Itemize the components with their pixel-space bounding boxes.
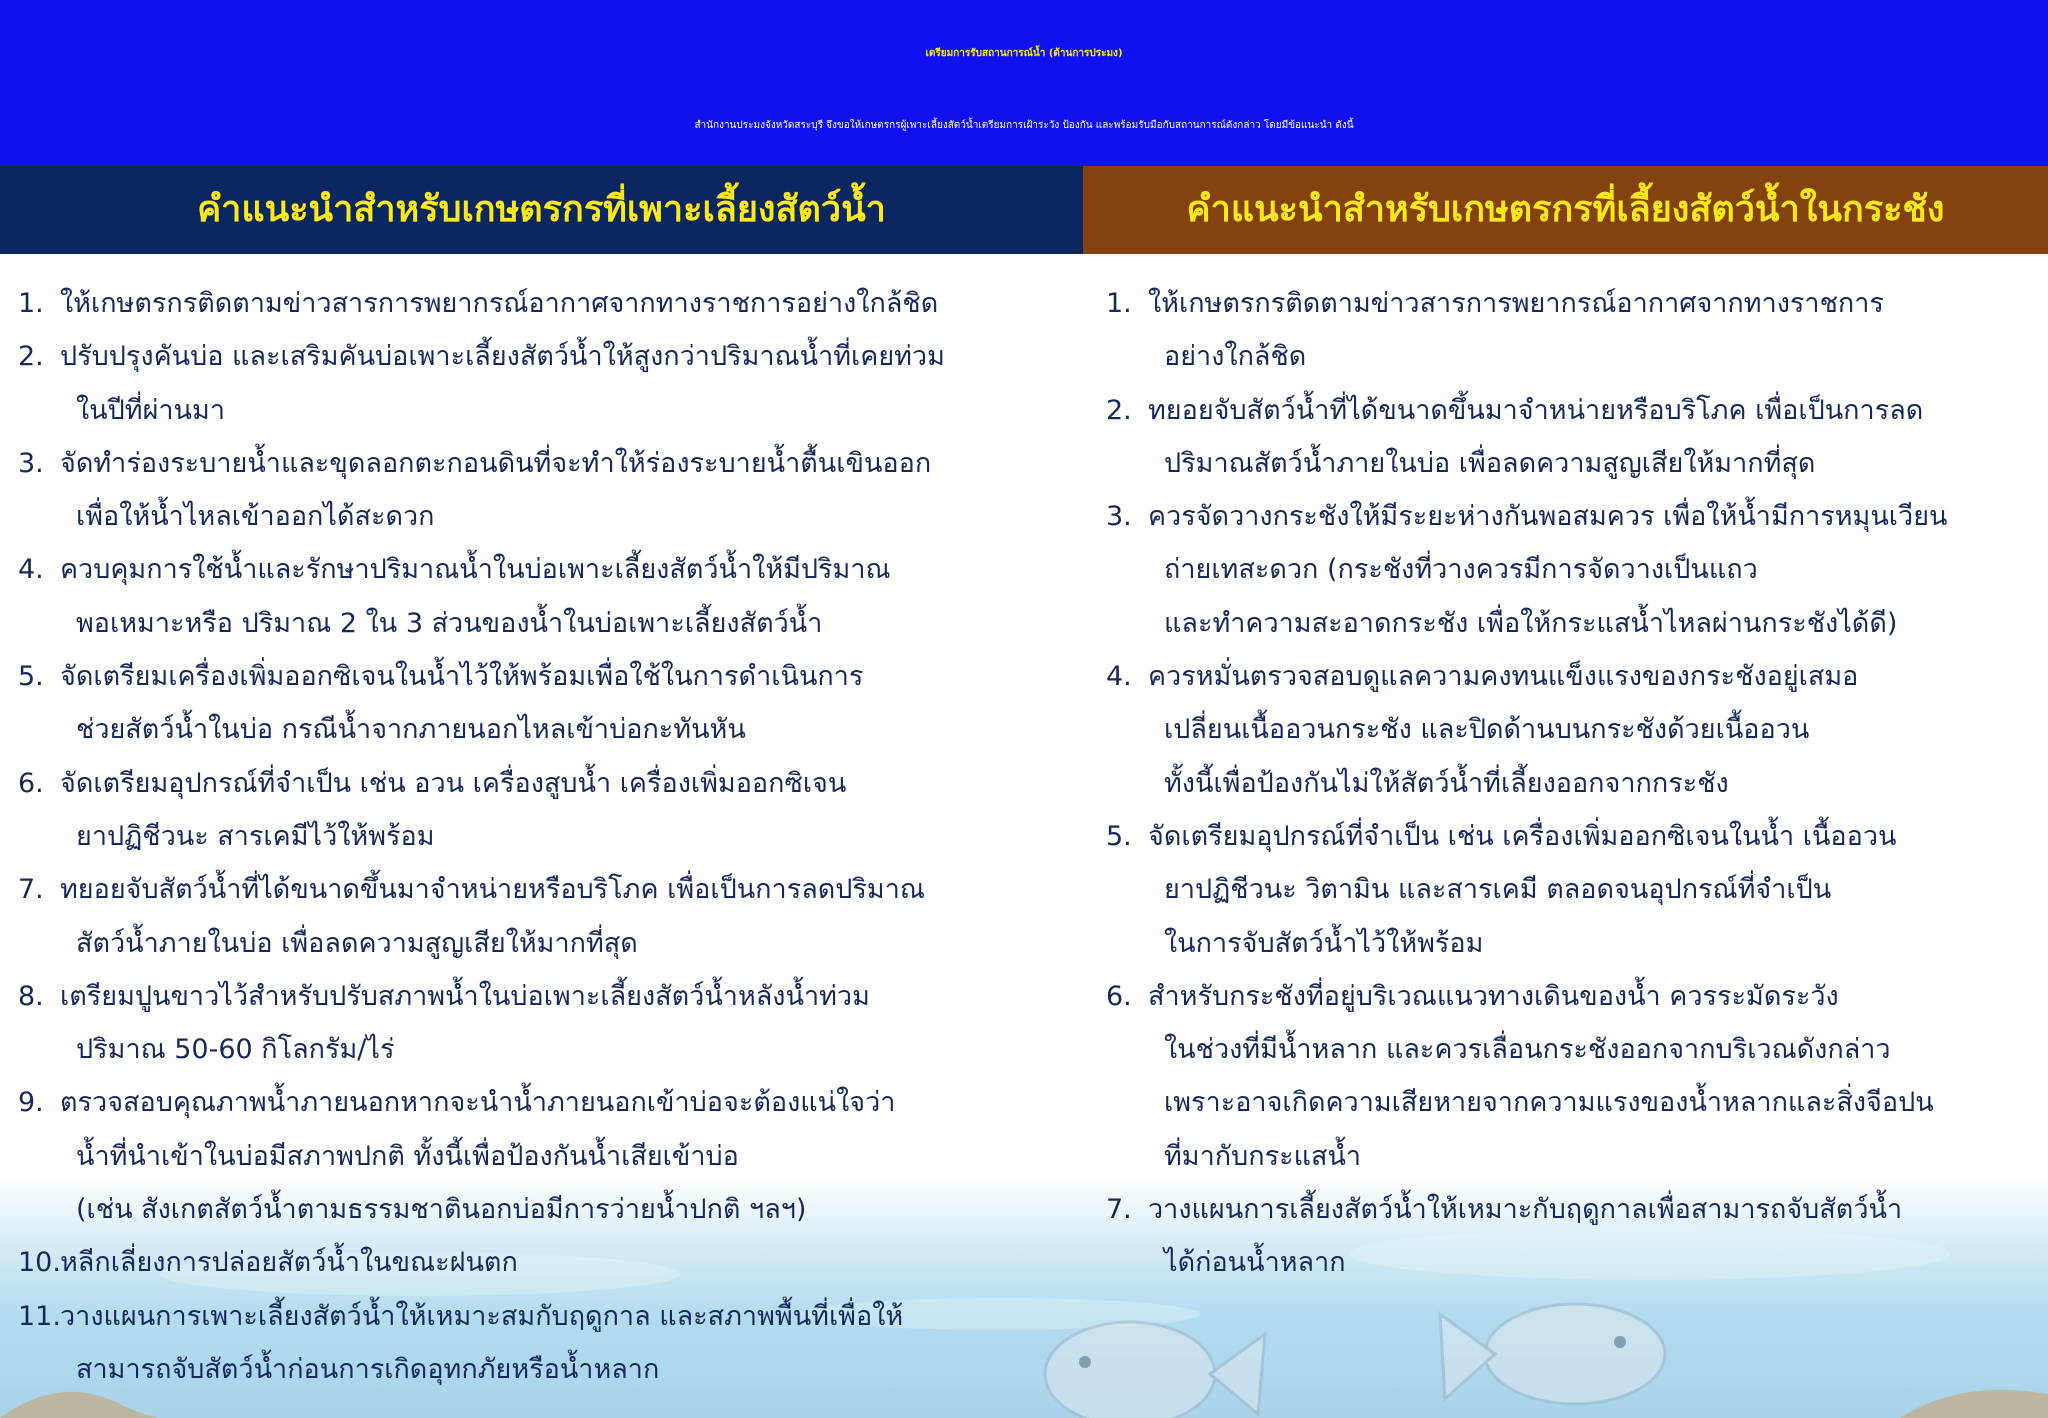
list-item xyxy=(18,863,1078,970)
list-item-text xyxy=(60,277,938,330)
list-item xyxy=(18,1236,1078,1289)
list-item-line: เพราะอาจเกิดความเสียหายจากความแรงของน้ำหลากและสิ่งจีอปน xyxy=(1164,1087,1934,1119)
list-item xyxy=(18,277,1078,330)
list-item-line: ยาปฏิชีวนะ สารเคมีไว้ให้พร้อม xyxy=(76,820,435,852)
list-item-number: 2. xyxy=(18,341,44,373)
list-item xyxy=(1106,1183,2036,1290)
list-item-line: เตรียมปูนขาวไว้สำหรับปรับสภาพน้ำในบ่อเพาะเลี้ยงสัตว์น้ำหลังน้ำท่วม xyxy=(60,980,870,1012)
list-item-text xyxy=(60,1076,895,1236)
right-section-heading: คำแนะนำสำหรับเกษตรกรที่เลี้ยงสัตว์น้ำในกระชัง xyxy=(1083,166,2048,254)
list-item-line: จัดทำร่องระบายน้ำและขุดลอกตะกอนดินที่จะทำให้ร่องระบายน้ำตื้นเขินออก xyxy=(60,447,932,479)
list-item-text xyxy=(60,863,925,970)
list-item-number: 3. xyxy=(18,447,44,479)
list-item-number: 6. xyxy=(18,767,44,799)
left-section-heading: คำแนะนำสำหรับเกษตรกรที่เพาะเลี้ยงสัตว์น้ำ xyxy=(0,166,1083,254)
list-item-line: เพื่อให้น้ำไหลเข้าออกได้สะดวก xyxy=(76,501,435,533)
list-item-line: หลีกเลี่ยงการปล่อยสัตว์น้ำในขณะฝนตก xyxy=(60,1247,518,1279)
list-item-text xyxy=(60,437,931,544)
list-item-line: ช่วยสัตว์น้ำในบ่อ กรณีน้ำจากภายนอกไหลเข้าบ่อกะทันหัน xyxy=(76,714,746,746)
list-item-text xyxy=(60,330,945,437)
fish-icon xyxy=(1045,1322,1265,1418)
list-item-line: ปริมาณสัตว์น้ำภายในบ่อ เพื่อลดความสูญเสียให้มากที่สุด xyxy=(1164,447,1816,479)
list-item-text xyxy=(1148,277,1884,384)
list-item-number: 6. xyxy=(1106,980,1132,1012)
list-item-number: 11. xyxy=(18,1300,61,1332)
list-item xyxy=(18,437,1078,544)
list-item-line: สำหรับกระชังที่อยู่บริเวณแนวทางเดินของน้ำ ควรระมัดระวัง xyxy=(1148,980,1839,1012)
list-item-number: 8. xyxy=(18,980,44,1012)
list-item-text xyxy=(1148,650,1858,810)
list-item xyxy=(1106,490,2036,650)
list-item-text xyxy=(1148,384,1923,491)
left-advice-list xyxy=(18,277,1078,1396)
list-item xyxy=(1106,810,2036,970)
list-item-line: จัดเตรียมอุปกรณ์ที่จำเป็น เช่น อวน เครื่องสูบน้ำ เครื่องเพิ่มออกซิเจน xyxy=(60,767,847,799)
content-area xyxy=(0,254,2048,1418)
list-item-number: 4. xyxy=(18,554,44,586)
list-item-line: ในช่วงที่มีน้ำหลาก และควรเลื่อนกระชังออกจากบริเวณดังกล่าว xyxy=(1164,1034,1891,1066)
list-item-line: ในปีที่ผ่านมา xyxy=(76,394,225,426)
list-item xyxy=(18,970,1078,1077)
page-subtitle: สำนักงานประมงจังหวัดสระบุรี จึงขอให้เกษตรกรผู้เพาะเลี้ยงสัตว์น้ำเตรียมการเฝ้าระวัง ป้องกัน และพร้อมรับมือกับสถานการณ์ดังกล่าว โดยมีข้อแนะนำ ดังนี้ xyxy=(694,120,1354,131)
list-item-line: ให้เกษตรกรติดตามข่าวสารการพยากรณ์อากาศจากทางราชการอย่างใกล้ชิด xyxy=(60,288,939,319)
list-item-line: น้ำที่นำเข้าในบ่อมีสภาพปกติ ทั้งนี้เพื่อป้องกันน้ำเสียเข้าบ่อ xyxy=(76,1140,739,1172)
list-item-line: ตรวจสอบคุณภาพน้ำภายนอกหากจะนำน้ำภายนอกเข้าบ่อจะต้องแน่ใจว่า xyxy=(60,1087,896,1119)
list-item-text xyxy=(60,1290,903,1397)
list-item-line: และทำความสะอาดกระชัง เพื่อให้กระแสน้ำไหลผ่านกระชังได้ดี) xyxy=(1164,607,1898,639)
list-item-line: ทยอยจับสัตว์น้ำที่ได้ขนาดขึ้นมาจำหน่ายหรือบริโภค เพื่อเป็นการลด xyxy=(1148,394,1924,426)
list-item-text xyxy=(60,1236,518,1289)
list-item xyxy=(18,1076,1078,1236)
list-item xyxy=(1106,650,2036,810)
list-item-number: 5. xyxy=(1106,820,1132,852)
list-item-text xyxy=(60,650,863,757)
list-item-line: ถ่ายเทสะดวก (กระชังที่วางควรมีการจัดวางเป็นแถว xyxy=(1164,554,1758,586)
list-item-line: (เช่น สังเกตสัตว์น้ำตามธรรมชาตินอกบ่อมีการว่ายน้ำปกติ ฯลฯ) xyxy=(76,1194,807,1226)
list-item xyxy=(1106,277,2036,384)
list-item-line: พอเหมาะหรือ ปริมาณ 2 ใน 3 ส่วนของน้ำในบ่อเพาะเลี้ยงสัตว์น้ำ xyxy=(76,607,823,639)
list-item xyxy=(1106,384,2036,491)
list-item-line: ควรจัดวางกระชังให้มีระยะห่างกันพอสมควร เพื่อให้น้ำมีการหมุนเวียน xyxy=(1148,501,1948,533)
fish-icon xyxy=(1440,1304,1665,1404)
list-item-number: 5. xyxy=(18,661,44,693)
list-item-text xyxy=(1148,490,1947,650)
right-advice-list xyxy=(1106,277,2036,1290)
list-item xyxy=(18,1290,1078,1397)
list-item-line: ปริมาณ 50-60 กิโลกรัม/ไร่ xyxy=(76,1034,395,1066)
list-item-number: 1. xyxy=(18,288,44,319)
list-item-number: 2. xyxy=(1106,394,1132,426)
header-banner xyxy=(0,0,2048,166)
list-item-line: จัดเตรียมอุปกรณ์ที่จำเป็น เช่น เครื่องเพิ่มออกซิเจนในน้ำ เนื้ออวน xyxy=(1148,820,1897,852)
list-item-number: 7. xyxy=(18,874,44,906)
list-item xyxy=(18,650,1078,757)
list-item-line: ในการจับสัตว์น้ำไว้ให้พร้อม xyxy=(1164,927,1484,959)
list-item-line: สามารถจับสัตว์น้ำก่อนการเกิดอุทกภัยหรือน้ำหลาก xyxy=(76,1353,660,1385)
list-item-line: ให้เกษตรกรติดตามข่าวสารการพยากรณ์อากาศจากทางราชการ xyxy=(1148,288,1884,319)
list-item-line: ควรหมั่นตรวจสอบดูแลความคงทนแข็งแรงของกระชังอยู่เสมอ xyxy=(1148,661,1859,693)
list-item-line: ที่มากับกระแสน้ำ xyxy=(1164,1140,1362,1172)
list-item-line: ปรับปรุงคันบ่อ และเสริมคันบ่อเพาะเลี้ยงสัตว์น้ำให้สูงกว่าปริมาณน้ำที่เคยท่วม xyxy=(60,341,945,373)
list-item-line: ยาปฏิชีวนะ วิตามิน และสารเคมี ตลอดจนอุปกรณ์ที่จำเป็น xyxy=(1164,874,1832,906)
list-item-line: ควบคุมการใช้น้ำและรักษาปริมาณน้ำในบ่อเพาะเลี้ยงสัตว์น้ำให้มีปริมาณ xyxy=(60,554,891,586)
list-item-number: 3. xyxy=(1106,501,1132,533)
list-item-text xyxy=(1148,970,1934,1183)
page-title: เตรียมการรับสถานการณ์น้ำ (ด้านการประมง) xyxy=(925,48,1123,59)
list-item-line: ทั้งนี้เพื่อป้องกันไม่ให้สัตว์น้ำที่เลี้ยงออกจากกระชัง xyxy=(1164,767,1729,799)
list-item xyxy=(18,757,1078,864)
list-item-text xyxy=(1148,1183,1902,1290)
list-item-number: 7. xyxy=(1106,1194,1132,1226)
list-item xyxy=(1106,970,2036,1183)
list-item-line: สัตว์น้ำภายในบ่อ เพื่อลดความสูญเสียให้มากที่สุด xyxy=(76,927,638,959)
list-item-number: 1. xyxy=(1106,288,1132,319)
list-item-number: 4. xyxy=(1106,661,1132,693)
list-item xyxy=(18,330,1078,437)
list-item-line: ทยอยจับสัตว์น้ำที่ได้ขนาดขึ้นมาจำหน่ายหรือบริโภค เพื่อเป็นการลดปริมาณ xyxy=(60,874,925,906)
list-item-number: 10. xyxy=(18,1247,61,1279)
list-item-text xyxy=(60,543,891,650)
list-item-line: จัดเตรียมเครื่องเพิ่มออกซิเจนในน้ำไว้ให้พร้อมเพื่อใช้ในการดำเนินการ xyxy=(60,661,864,693)
list-item xyxy=(18,543,1078,650)
list-item-line: อย่างใกล้ชิด xyxy=(1164,341,1307,373)
list-item-text xyxy=(60,757,846,864)
list-item-text xyxy=(60,970,870,1077)
list-item-line: วางแผนการเพาะเลี้ยงสัตว์น้ำให้เหมาะสมกับฤดูกาล และสภาพพื้นที่เพื่อให้ xyxy=(60,1300,904,1332)
list-item-line: เปลี่ยนเนื้ออวนกระชัง และปิดด้านบนกระชังด้วยเนื้ออวน xyxy=(1164,714,1810,746)
list-item-text xyxy=(1148,810,1896,970)
list-item-line: ได้ก่อนน้ำหลาก xyxy=(1164,1247,1346,1279)
list-item-number: 9. xyxy=(18,1087,44,1119)
list-item-line: วางแผนการเลี้ยงสัตว์น้ำให้เหมาะกับฤดูกาลเพื่อสามารถจับสัตว์น้ำ xyxy=(1148,1194,1903,1226)
